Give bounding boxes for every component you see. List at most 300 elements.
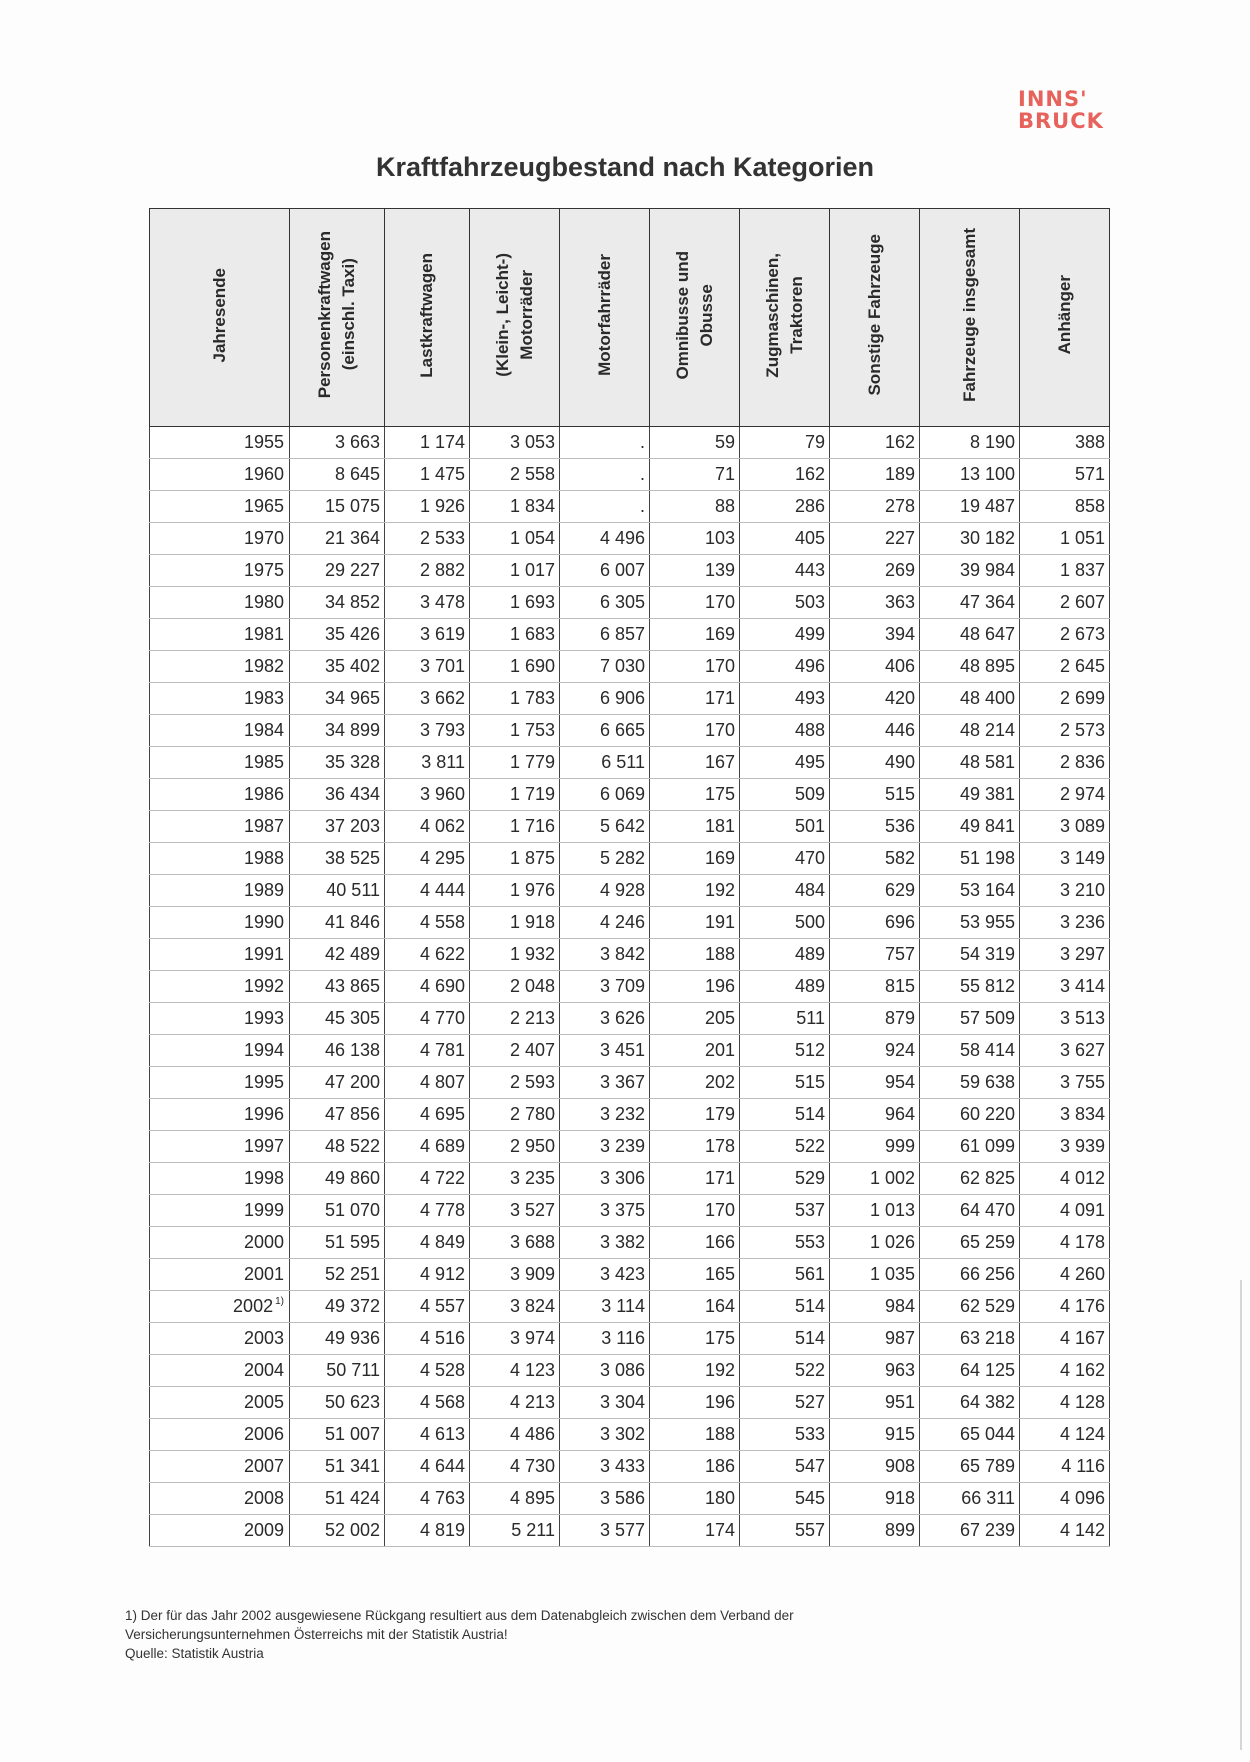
table-row [150,1163,1110,1195]
year-cell: 1987 [150,811,290,843]
value-cell: 4 690 [385,971,470,1003]
value-cell: 3 663 [290,427,385,459]
value-cell: 286 [740,491,830,523]
value-cell: 420 [830,683,920,715]
col-header-omnibusse: Omnibusse und Obusse [650,209,740,427]
value-cell: 30 182 [920,523,1020,555]
value-cell: 815 [830,971,920,1003]
year-cell: 1980 [150,587,290,619]
value-cell: 64 470 [920,1195,1020,1227]
value-cell: 1 683 [470,619,560,651]
value-cell: 509 [740,779,830,811]
value-cell: 41 846 [290,907,385,939]
value-cell: 165 [650,1259,740,1291]
value-cell: 66 311 [920,1483,1020,1515]
value-cell: 3 232 [560,1099,650,1131]
value-cell: 4 928 [560,875,650,907]
value-cell: 29 227 [290,555,385,587]
table-row [150,1227,1110,1259]
value-cell: 2 048 [470,971,560,1003]
value-cell: 51 341 [290,1451,385,1483]
table-row [150,843,1110,875]
value-cell: 59 [650,427,740,459]
year-cell: 1998 [150,1163,290,1195]
col-header-jahresende: Jahresende [150,209,290,427]
value-cell: 42 489 [290,939,385,971]
year-cell: 1992 [150,971,290,1003]
value-cell: 170 [650,1195,740,1227]
innsbruck-logo [1018,88,1138,132]
value-cell: 4 722 [385,1163,470,1195]
value-cell: 4 558 [385,907,470,939]
value-cell: 4 062 [385,811,470,843]
value-cell: 696 [830,907,920,939]
value-cell: 6 305 [560,587,650,619]
value-cell: 49 841 [920,811,1020,843]
value-cell: 2 699 [1020,683,1110,715]
value-cell: 536 [830,811,920,843]
value-cell: 34 899 [290,715,385,747]
value-cell: 757 [830,939,920,971]
footnote-line-2: Versicherungsunternehmen Österreichs mit der Statistik Austria! [125,1627,508,1642]
value-cell: 512 [740,1035,830,1067]
year-cell: 1986 [150,779,290,811]
value-cell: 15 075 [290,491,385,523]
value-cell: 170 [650,715,740,747]
value-cell: 4 295 [385,843,470,875]
value-cell: 4 162 [1020,1355,1110,1387]
value-cell: 8 190 [920,427,1020,459]
value-cell: 188 [650,939,740,971]
value-cell: 51 070 [290,1195,385,1227]
value-cell: 4 012 [1020,1163,1110,1195]
value-cell: 515 [740,1067,830,1099]
value-cell: 4 246 [560,907,650,939]
value-cell: 4 178 [1020,1227,1110,1259]
value-cell: 3 811 [385,747,470,779]
value-cell: 4 895 [470,1483,560,1515]
value-cell: 514 [740,1323,830,1355]
value-cell: 166 [650,1227,740,1259]
value-cell: 4 142 [1020,1515,1110,1547]
year-cell: 1984 [150,715,290,747]
year-cell: 1982 [150,651,290,683]
table-row [150,1419,1110,1451]
value-cell: 3 842 [560,939,650,971]
value-cell: 37 203 [290,811,385,843]
value-cell: 2 533 [385,523,470,555]
table-row [150,1131,1110,1163]
value-cell: 4 763 [385,1483,470,1515]
table-row [150,715,1110,747]
value-cell: 103 [650,523,740,555]
value-cell: . [560,491,650,523]
value-cell: . [560,427,650,459]
year-cell: 2002 $^{1)}$ [150,1291,290,1323]
col-header-motorraeder: (Klein-, Leicht-) Motorräder [470,209,560,427]
value-cell: 201 [650,1035,740,1067]
value-cell: 8 645 [290,459,385,491]
source-note: Quelle: Statistik Austria [125,1646,264,1661]
value-cell: 4 486 [470,1419,560,1451]
value-cell: 58 414 [920,1035,1020,1067]
value-cell: 188 [650,1419,740,1451]
value-cell: 3 513 [1020,1003,1110,1035]
table-row [150,651,1110,683]
value-cell: 4 444 [385,875,470,907]
table-row [150,1323,1110,1355]
value-cell: 3 586 [560,1483,650,1515]
value-cell: 5 211 [470,1515,560,1547]
value-cell: 45 305 [290,1003,385,1035]
value-cell: 2 673 [1020,619,1110,651]
value-cell: 62 825 [920,1163,1020,1195]
value-cell: 4 124 [1020,1419,1110,1451]
value-cell: 533 [740,1419,830,1451]
value-cell: 2 780 [470,1099,560,1131]
value-cell: 1 875 [470,843,560,875]
value-cell: 48 895 [920,651,1020,683]
value-cell: 394 [830,619,920,651]
value-cell: 4 644 [385,1451,470,1483]
value-cell: 2 573 [1020,715,1110,747]
value-cell: 21 364 [290,523,385,555]
logo-line-2: BRUCK [1018,109,1104,133]
value-cell: 4 568 [385,1387,470,1419]
value-cell: 3 414 [1020,971,1110,1003]
value-cell: 3 235 [470,1163,560,1195]
value-cell: 3 423 [560,1259,650,1291]
table-row [150,1387,1110,1419]
value-cell: 47 200 [290,1067,385,1099]
year-cell: 2005 [150,1387,290,1419]
value-cell: 186 [650,1451,740,1483]
value-cell: 561 [740,1259,830,1291]
value-cell: 34 852 [290,587,385,619]
year-cell: 1993 [150,1003,290,1035]
year-cell: 1970 [150,523,290,555]
value-cell: 1 837 [1020,555,1110,587]
value-cell: 443 [740,555,830,587]
value-cell: 7 030 [560,651,650,683]
footnote-line-1: 1) Der für das Jahr 2002 ausgewiesene Rückgang resultiert aus dem Datenabgleich zwischen dem Verband der [125,1608,794,1623]
year-cell: 1983 [150,683,290,715]
value-cell: 500 [740,907,830,939]
value-cell: 4 176 [1020,1291,1110,1323]
table-row [150,1259,1110,1291]
value-cell: 171 [650,1163,740,1195]
page-title: Kraftfahrzeugbestand nach Kategorien [375,152,875,182]
value-cell: 522 [740,1355,830,1387]
value-cell: 53 164 [920,875,1020,907]
value-cell: 3 433 [560,1451,650,1483]
year-cell: 1955 [150,427,290,459]
value-cell: 6 007 [560,555,650,587]
value-cell: 915 [830,1419,920,1451]
value-cell: 167 [650,747,740,779]
value-cell: 3 626 [560,1003,650,1035]
value-cell: 3 793 [385,715,470,747]
value-cell: 49 372 [290,1291,385,1323]
value-cell: 3 114 [560,1291,650,1323]
value-cell: 13 100 [920,459,1020,491]
value-cell: 4 096 [1020,1483,1110,1515]
value-cell: 908 [830,1451,920,1483]
value-cell: 924 [830,1035,920,1067]
value-cell: 405 [740,523,830,555]
col-header-sonstige: Sonstige Fahrzeuge [830,209,920,427]
year-cell: 2007 [150,1451,290,1483]
col-header-anhaenger: Anhänger [1020,209,1110,427]
value-cell: 503 [740,587,830,619]
table-row [150,427,1110,459]
table-row [150,587,1110,619]
value-cell: 501 [740,811,830,843]
value-cell: 3 909 [470,1259,560,1291]
table-row [150,875,1110,907]
value-cell: 4 091 [1020,1195,1110,1227]
value-cell: 40 511 [290,875,385,907]
value-cell: 3 960 [385,779,470,811]
value-cell: 62 529 [920,1291,1020,1323]
value-cell: 4 260 [1020,1259,1110,1291]
value-cell: 4 778 [385,1195,470,1227]
value-cell: 51 007 [290,1419,385,1451]
value-cell: 4 912 [385,1259,470,1291]
value-cell: 63 218 [920,1323,1020,1355]
value-cell: 514 [740,1291,830,1323]
value-cell: 4 781 [385,1035,470,1067]
value-cell: 3 210 [1020,875,1110,907]
value-cell: 918 [830,1483,920,1515]
value-cell: 4 516 [385,1323,470,1355]
value-cell: 59 638 [920,1067,1020,1099]
value-cell: 48 581 [920,747,1020,779]
value-cell: 64 125 [920,1355,1020,1387]
value-cell: 6 069 [560,779,650,811]
value-cell: 999 [830,1131,920,1163]
footnote [125,1606,1005,1663]
table-row [150,555,1110,587]
value-cell: 4 123 [470,1355,560,1387]
value-cell: 3 451 [560,1035,650,1067]
table-row [150,747,1110,779]
value-cell: 4 695 [385,1099,470,1131]
value-cell: 2 836 [1020,747,1110,779]
value-cell: 139 [650,555,740,587]
value-cell: 4 213 [470,1387,560,1419]
year-cell: 1965 [150,491,290,523]
value-cell: 3 086 [560,1355,650,1387]
value-cell: 1 716 [470,811,560,843]
value-cell: 3 375 [560,1195,650,1227]
value-cell: 3 478 [385,587,470,619]
year-cell: 1960 [150,459,290,491]
value-cell: 6 665 [560,715,650,747]
col-header-motorfahrraeder: Motorfahrräder [560,209,650,427]
value-cell: 50 711 [290,1355,385,1387]
year-cell: 2009 [150,1515,290,1547]
value-cell: 5 642 [560,811,650,843]
col-header-pkw: Personenkraftwagen (einschl. Taxi) [290,209,385,427]
value-cell: 51 595 [290,1227,385,1259]
col-header-zugmaschinen: Zugmaschinen, Traktoren [740,209,830,427]
value-cell: 34 965 [290,683,385,715]
value-cell: . [560,459,650,491]
value-cell: 4 613 [385,1419,470,1451]
year-cell: 1990 [150,907,290,939]
value-cell: 192 [650,1355,740,1387]
value-cell: 61 099 [920,1131,1020,1163]
value-cell: 38 525 [290,843,385,875]
value-cell: 4 116 [1020,1451,1110,1483]
value-cell: 164 [650,1291,740,1323]
table-row [150,523,1110,555]
value-cell: 162 [740,459,830,491]
col-header-insgesamt: Fahrzeuge insgesamt [920,209,1020,427]
value-cell: 88 [650,491,740,523]
value-cell: 3 701 [385,651,470,683]
table-row [150,1291,1110,1323]
value-cell: 169 [650,843,740,875]
value-cell: 3 834 [1020,1099,1110,1131]
value-cell: 65 044 [920,1419,1020,1451]
value-cell: 499 [740,619,830,651]
value-cell: 571 [1020,459,1110,491]
value-cell: 537 [740,1195,830,1227]
table-row [150,459,1110,491]
value-cell: 3 627 [1020,1035,1110,1067]
year-cell: 1988 [150,843,290,875]
value-cell: 3 974 [470,1323,560,1355]
value-cell: 178 [650,1131,740,1163]
value-cell: 170 [650,587,740,619]
value-cell: 3 236 [1020,907,1110,939]
value-cell: 4 689 [385,1131,470,1163]
value-cell: 3 755 [1020,1067,1110,1099]
value-cell: 196 [650,1387,740,1419]
value-cell: 1 002 [830,1163,920,1195]
value-cell: 3 382 [560,1227,650,1259]
value-cell: 2 607 [1020,587,1110,619]
value-cell: 858 [1020,491,1110,523]
value-cell: 511 [740,1003,830,1035]
value-cell: 169 [650,619,740,651]
value-cell: 522 [740,1131,830,1163]
value-cell: 987 [830,1323,920,1355]
value-cell: 171 [650,683,740,715]
value-cell: 54 319 [920,939,1020,971]
value-cell: 36 434 [290,779,385,811]
value-cell: 4 496 [560,523,650,555]
value-cell: 48 522 [290,1131,385,1163]
value-cell: 3 939 [1020,1131,1110,1163]
year-cell: 1994 [150,1035,290,1067]
value-cell: 3 367 [560,1067,650,1099]
value-cell: 3 619 [385,619,470,651]
footnote-marker: 1) [275,1296,284,1307]
table-row [150,491,1110,523]
value-cell: 39 984 [920,555,1020,587]
value-cell: 470 [740,843,830,875]
value-cell: 4 770 [385,1003,470,1035]
value-cell: 4 807 [385,1067,470,1099]
value-cell: 57 509 [920,1003,1020,1035]
table-row [150,779,1110,811]
year-cell: 2008 [150,1483,290,1515]
value-cell: 3 824 [470,1291,560,1323]
col-header-lkw: Lastkraftwagen [385,209,470,427]
value-cell: 1 017 [470,555,560,587]
value-cell: 48 214 [920,715,1020,747]
value-cell: 52 002 [290,1515,385,1547]
value-cell: 488 [740,715,830,747]
value-cell: 48 647 [920,619,1020,651]
value-cell: 4 819 [385,1515,470,1547]
value-cell: 175 [650,1323,740,1355]
year-cell: 2003 [150,1323,290,1355]
value-cell: 47 364 [920,587,1020,619]
value-cell: 629 [830,875,920,907]
value-cell: 46 138 [290,1035,385,1067]
value-cell: 963 [830,1355,920,1387]
table-row [150,1515,1110,1547]
year-cell: 1999 [150,1195,290,1227]
value-cell: 547 [740,1451,830,1483]
table-row [150,1067,1110,1099]
value-cell: 1 475 [385,459,470,491]
table-header-row [150,209,1110,427]
value-cell: 489 [740,939,830,971]
value-cell: 180 [650,1483,740,1515]
value-cell: 71 [650,459,740,491]
table-row [150,1451,1110,1483]
value-cell: 174 [650,1515,740,1547]
value-cell: 484 [740,875,830,907]
value-cell: 3 239 [560,1131,650,1163]
value-cell: 3 053 [470,427,560,459]
value-cell: 49 860 [290,1163,385,1195]
value-cell: 1 834 [470,491,560,523]
table-row [150,619,1110,651]
value-cell: 2 645 [1020,651,1110,683]
value-cell: 964 [830,1099,920,1131]
value-cell: 1 054 [470,523,560,555]
value-cell: 65 789 [920,1451,1020,1483]
value-cell: 179 [650,1099,740,1131]
table-row [150,1355,1110,1387]
value-cell: 3 149 [1020,843,1110,875]
value-cell: 515 [830,779,920,811]
value-cell: 3 116 [560,1323,650,1355]
table-row [150,683,1110,715]
value-cell: 2 950 [470,1131,560,1163]
value-cell: 2 407 [470,1035,560,1067]
year-cell: 1991 [150,939,290,971]
value-cell: 43 865 [290,971,385,1003]
value-cell: 79 [740,427,830,459]
value-cell: 496 [740,651,830,683]
value-cell: 50 623 [290,1387,385,1419]
value-cell: 406 [830,651,920,683]
value-cell: 189 [830,459,920,491]
year-cell: 2000 [150,1227,290,1259]
value-cell: 529 [740,1163,830,1195]
value-cell: 984 [830,1291,920,1323]
value-cell: 227 [830,523,920,555]
value-cell: 954 [830,1067,920,1099]
logo-line-1: INNS' [1018,87,1088,111]
